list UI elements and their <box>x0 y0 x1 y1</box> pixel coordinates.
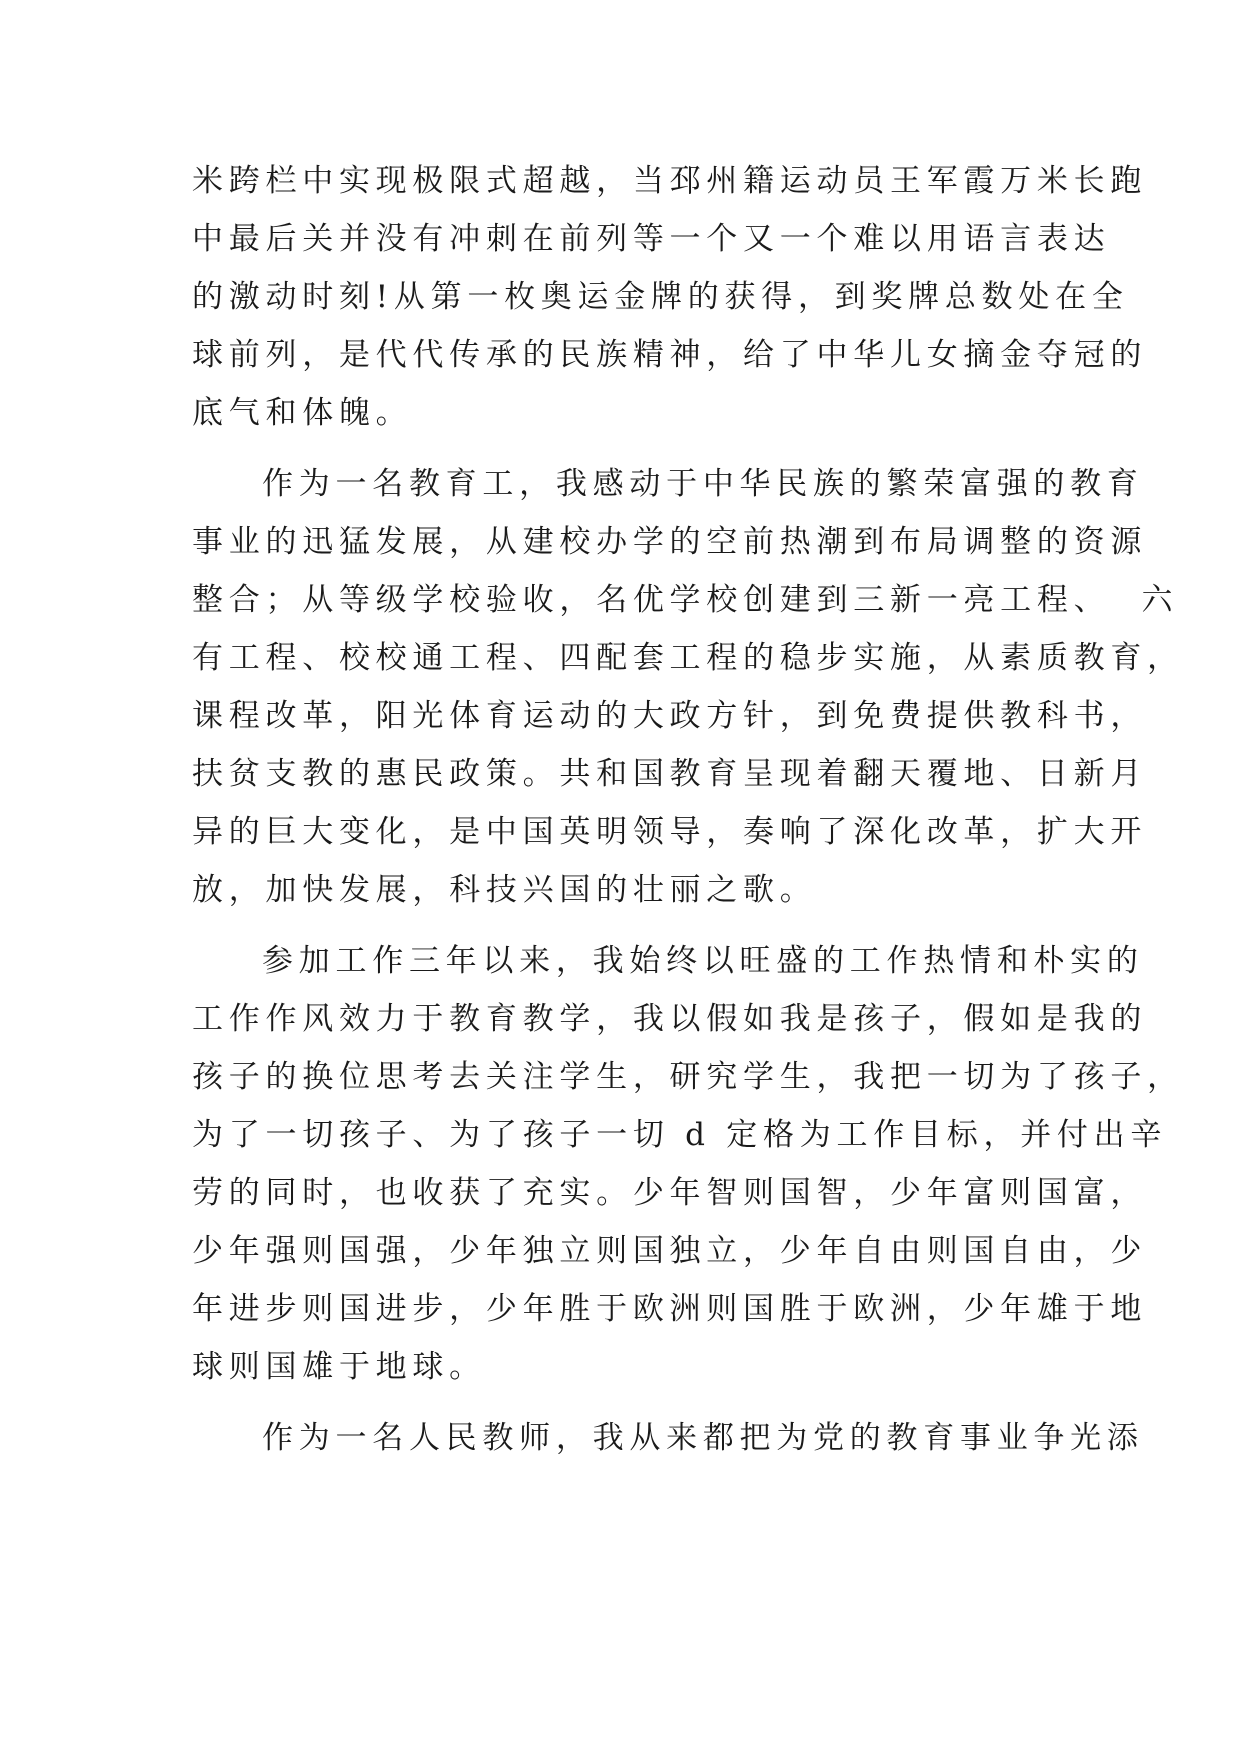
text-line: 底气和体魄。 <box>192 395 413 431</box>
paragraph <box>192 152 1148 442</box>
text-line: 年进步则国进步，少年胜于欧洲则国胜于欧洲，少年雄于地 <box>192 1291 1148 1327</box>
text-line: 少年强则国强，少年独立则国独立，少年自由则国自由，少 <box>192 1233 1148 1269</box>
text-line: 课程改革，阳光体育运动的大政方针，到免费提供教科书， <box>192 698 1148 734</box>
paragraph <box>192 932 1184 1396</box>
text-line: 劳的同时，也收获了充实。少年智则国智，少年富则国富， <box>192 1175 1148 1211</box>
paragraph <box>192 455 1184 919</box>
text-line: 扶贫支教的惠民政策。共和国教育呈现着翻天覆地、日新月 <box>192 756 1148 792</box>
text-line: 为了一切孩子、为了孩子一切 d 定格为工作目标，并付出辛 <box>192 1117 1168 1153</box>
text-line: 的激动时刻!从第一枚奥运金牌的获得，到奖牌总数处在全 <box>192 279 1129 315</box>
text-line: 孩子的换位思考去关注学生，研究学生，我把一切为了孩子， <box>192 1059 1184 1095</box>
body-text <box>192 152 1184 1467</box>
text-line: 有工程、校校通工程、四配套工程的稳步实施，从素质教育， <box>192 640 1184 676</box>
text-line: 工作作风效力于教育教学，我以假如我是孩子，假如是我的 <box>192 1001 1148 1037</box>
text-line: 作为一名教育工，我感动于中华民族的繁荣富强的教育 <box>262 466 1144 502</box>
text-line: 球则国雄于地球。 <box>192 1349 486 1385</box>
text-line: 异的巨大变化，是中国英明领导，奏响了深化改革，扩大开 <box>192 814 1148 850</box>
text-line: 中最后关并没有冲刺在前列等一个又一个难以用语言表达 <box>192 221 1111 257</box>
text-line: 作为一名人民教师，我从来都把为党的教育事业争光添 <box>262 1420 1144 1456</box>
text-line: 整合；从等级学校验收，名优学校创建到三新一亮工程、 六 <box>192 582 1179 618</box>
text-line: 放，加快发展，科技兴国的壮丽之歌。 <box>192 872 817 908</box>
text-line: 参加工作三年以来，我始终以旺盛的工作热情和朴实的 <box>262 943 1144 979</box>
paragraph <box>192 1409 1144 1467</box>
text-line: 事业的迅猛发展，从建校办学的空前热潮到布局调整的资源 <box>192 524 1148 560</box>
text-line: 米跨栏中实现极限式超越，当邳州籍运动员王军霞万米长跑 <box>192 163 1148 199</box>
text-line: 球前列，是代代传承的民族精神，给了中华儿女摘金夺冠的 <box>192 337 1148 373</box>
